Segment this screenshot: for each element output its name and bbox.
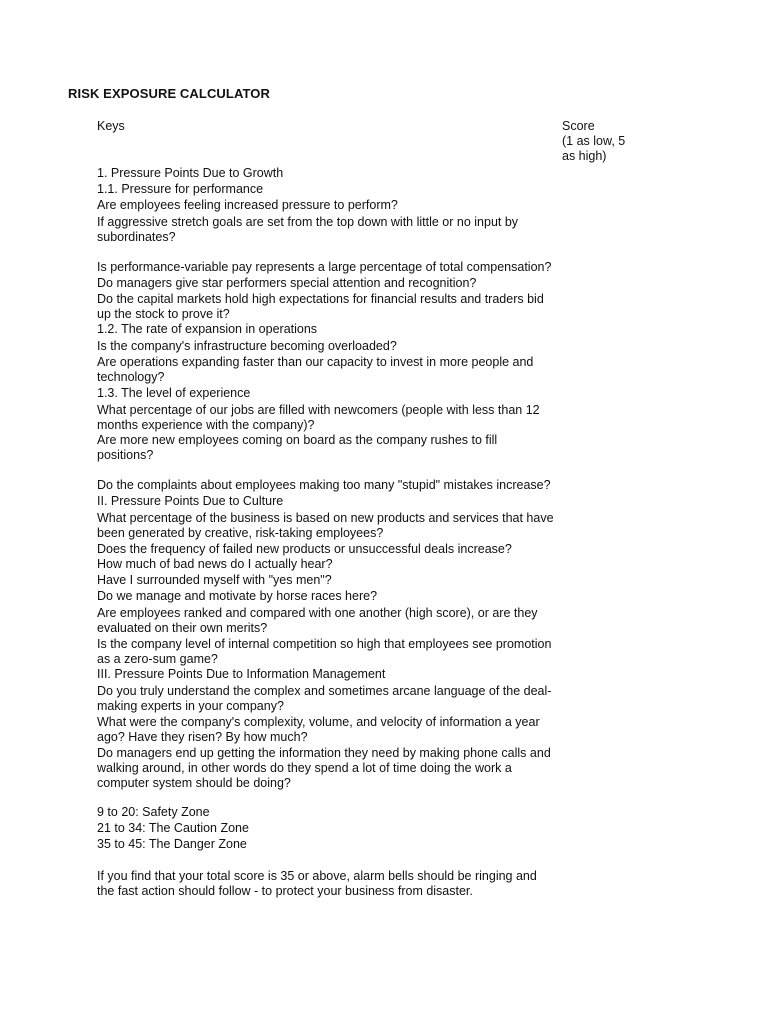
question-item-continuation: making experts in your company?	[97, 699, 284, 713]
question-item: Do managers give star performers special attention and recognition?	[97, 276, 477, 290]
question-item: Have I surrounded myself with "yes men"?	[97, 573, 332, 587]
question-item: Are more new employees coming on board as the company rushes to fill	[97, 433, 498, 447]
question-item-continuation: technology?	[97, 370, 165, 384]
score-column-header	[562, 119, 642, 164]
keys-column-header: Keys	[97, 119, 125, 133]
question-item: What were the company's complexity, volume, and velocity of information a year	[97, 715, 540, 729]
question-item: Do managers end up getting the information they need by making phone calls and	[97, 746, 551, 760]
subsection-heading: 1.2. The rate of expansion in operations	[97, 322, 318, 336]
question-item-continuation: evaluated on their own merits?	[97, 621, 268, 635]
section-heading: III. Pressure Points Due to Information Management	[97, 667, 386, 681]
question-item: Do the complaints about employees making too many "stupid" mistakes increase?	[97, 478, 551, 492]
question-item: Do we manage and motivate by horse races here?	[97, 589, 378, 603]
question-item-continuation: walking around, in other words do they spend a lot of time doing the work a	[97, 761, 512, 775]
question-item: Is the company's infrastructure becoming overloaded?	[97, 339, 397, 353]
question-item-continuation: ago? Have they risen? By how much?	[97, 730, 308, 744]
question-item: Do you truly understand the complex and sometimes arcane language of the deal-	[97, 684, 552, 698]
subsection-heading: 1.1. Pressure for performance	[97, 182, 264, 196]
conclusion-text: If you find that your total score is 35 or above, alarm bells should be ringing and	[97, 869, 537, 883]
question-item: Are operations expanding faster than our capacity to invest in more people and	[97, 355, 534, 369]
question-item-continuation: positions?	[97, 448, 154, 462]
score-zone: 9 to 20: Safety Zone	[97, 805, 210, 819]
question-item: Are employees feeling increased pressure to perform?	[97, 198, 398, 212]
section-heading: 1. Pressure Points Due to Growth	[97, 166, 284, 180]
question-item: Does the frequency of failed new products or unsuccessful deals increase?	[97, 542, 512, 556]
score-header-line: Score	[562, 119, 595, 133]
question-item-continuation: up the stock to prove it?	[97, 307, 230, 321]
question-item: If aggressive stretch goals are set from the top down with little or no input by	[97, 215, 519, 229]
question-item-continuation: computer system should be doing?	[97, 776, 291, 790]
question-item: Are employees ranked and compared with one another (high score), or are they	[97, 606, 538, 620]
question-item: What percentage of our jobs are filled with newcomers (people with less than 12	[97, 403, 540, 417]
question-item: How much of bad news do I actually hear?	[97, 557, 333, 571]
question-item: Is the company level of internal competition so high that employees see promotion	[97, 637, 552, 651]
subsection-heading: 1.3. The level of experience	[97, 386, 251, 400]
question-item: What percentage of the business is based on new products and services that have	[97, 511, 554, 525]
score-header-line: as high)	[562, 149, 607, 163]
score-zone: 21 to 34: The Caution Zone	[97, 821, 249, 835]
question-item: Do the capital markets hold high expectations for financial results and traders bid	[97, 292, 544, 306]
section-heading: II. Pressure Points Due to Culture	[97, 494, 284, 508]
question-item-continuation: been generated by creative, risk-taking employees?	[97, 526, 384, 540]
question-item-continuation: subordinates?	[97, 230, 176, 244]
score-header-line: (1 as low, 5	[562, 134, 626, 148]
question-item: Is performance-variable pay represents a large percentage of total compensation?	[97, 260, 552, 274]
score-zone: 35 to 45: The Danger Zone	[97, 837, 247, 851]
question-item-continuation: months experience with the company)?	[97, 418, 315, 432]
conclusion-text-continuation: the fast action should follow - to protect your business from disaster.	[97, 884, 473, 898]
question-item-continuation: as a zero-sum game?	[97, 652, 218, 666]
page-title: RISK EXPOSURE CALCULATOR	[68, 86, 270, 101]
